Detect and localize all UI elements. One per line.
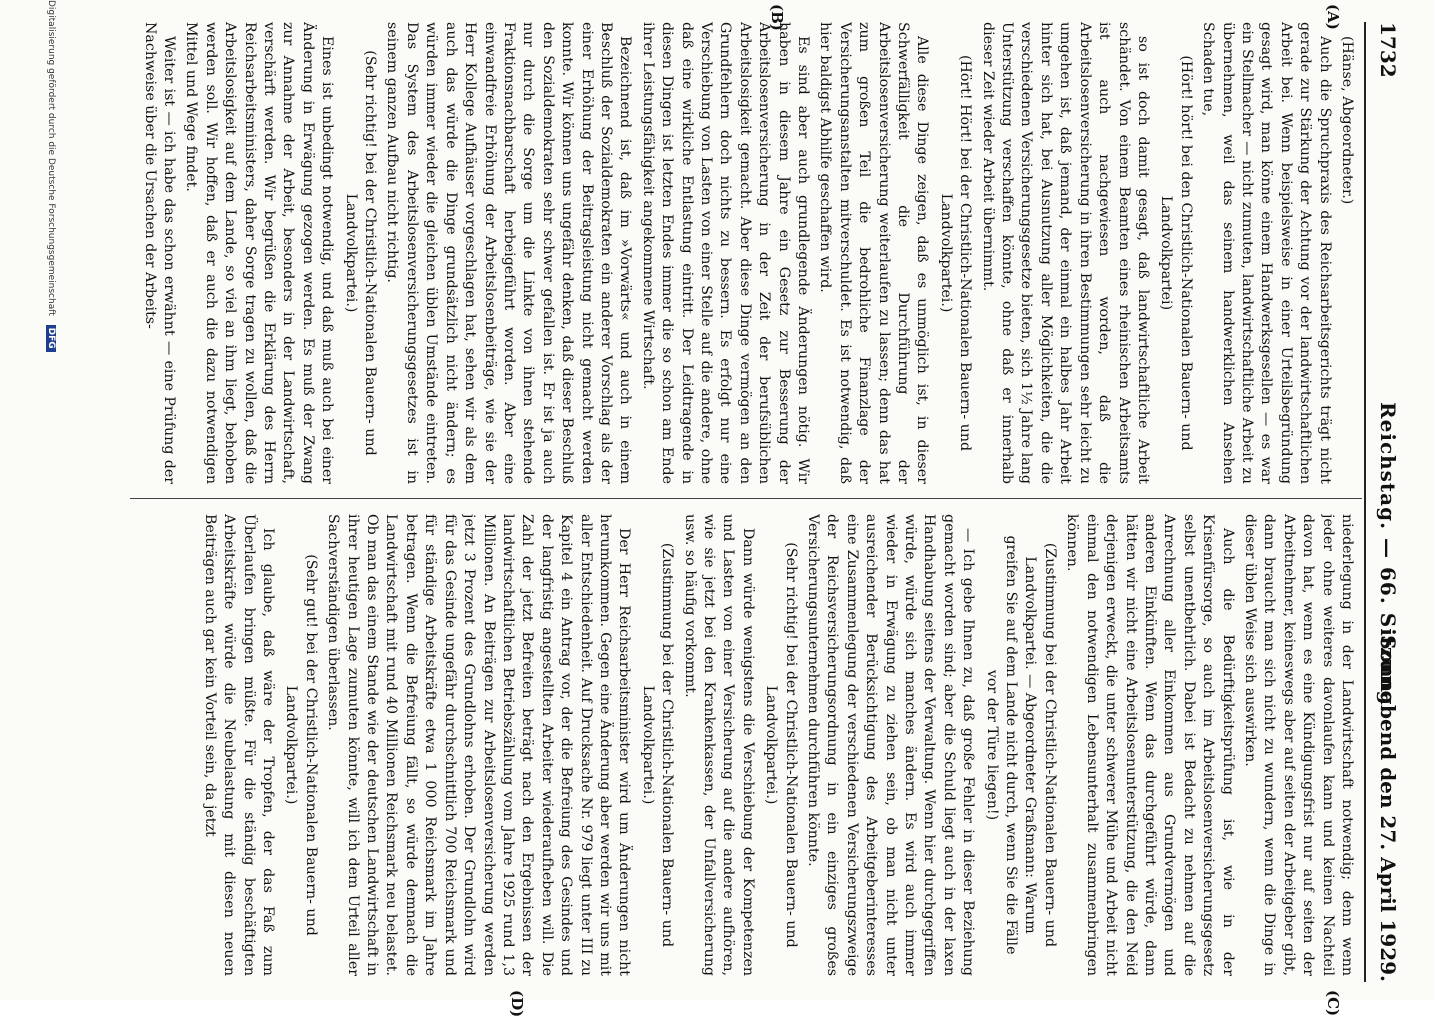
margin-marker-a: (A) (1324, 4, 1342, 30)
margin-marker-c: (C) (1324, 990, 1342, 1017)
paragraph: Der Herr Reichsarbeitsminister wird um Änderungen nicht herumkommen. Gegen eine Änderung aber werden wir uns mit aller Entschiedenheit. Auf Drucksache Nr. 979 liegt unter III zu Kapitel 4 ein Antrag vor, der die Befreiung des Gesindes und der langfristig angestellten Arbeiter wiederaufheben will. Die Zahl der jetzt Befreiten beträgt nach den Ergebnissen der landwirtschaftlichen Betriebszählung vom Jahre 1925 rund 1,3 Millionen. An Beiträgen zur Arbeitslosenversicherung werden jetzt 3 Prozent des Grundlohns erhoben. Der Grundlohn wird für das Gesinde ungefähr durchschnittlich 700 Reichsmark und für ständige Arbeitskräfte etwa 1 000 Reichsmark im Jahre betragen. Wenn die Befreiung fällt, so würde demnach die Landwirtschaft mit rund 40 Millionen Reichsmark neu belastet. Ob man das einem Stande wie der deutschen Landwirtschaft in ihrer heutigen Lage zumuten könnte, will ich dem Urteil aller Sachverständigen überlassen. (325, 514, 633, 976)
left-column (130, 22, 1356, 484)
footer-text: Digitalisierung gefördert durch die Deutsche Forschungsgemeinschaft (46, 0, 56, 316)
margin-marker-b: (B) (768, 4, 786, 31)
paragraph: Bezeichnend ist, daß im »Vorwärts« und auch in einem Beschluß der Sozialdemokraten ein anderer Vorschlag als der einer Erhöhung der Beitragsleistung nicht gemacht werden konnte. Wir können uns ungefähr denken, daß dieser Beschluß den Sozialdemokraten sehr schwer gefallen ist. Er ist ja auch nur durch die Sorge um die Linkte von ihnen stehende Fraktionsnachbarschaft herbeigeführt worden. Aber eine einwandfreie Erhöhung der Arbeitslosenbeiträge, wie sie der Herr Kollege Aufhäuser vorgeschlagen hat, sehen wir als dem auch das würde die Dinge grundsätzlich nicht ändern; es würden immer wieder die gleichen üblen Umstände eintreten. Das System des Arbeitslosenversicherungsgesetzes ist in seinem ganzen Aufbau nicht richtig. (384, 22, 634, 484)
paragraph: — Ich gebe Ihnen zu, daß große Fehler in dieser Beziehung gemacht worden sind; aber die Schuld liegt auch in der laxen Handhabung seitens der Verwaltung. Wenn hier durchgegriffen würde, würde sich manches ändern. Es wird auch immer wieder in Erwägung zu ziehen sein, ob man nicht unter ausreichender Berücksichtigung des Arbeitgeberinteresses eine Zusammenlegung der verschiedenen Versicherungszweige der Reichsversicherungsordnung in ein einziges großes Versicherungsunternehmen durchführen könnte. (805, 514, 977, 976)
margin-marker-d: (D) (508, 990, 526, 1017)
column-divider (130, 498, 1362, 499)
paragraph: so ist doch damit gesagt, daß landwirtschaftliche Arbeit schändet. Von einem Beamten eines rheinischen Arbeitsamts ist auch nachgewiesen worden, daß die Arbeitslosenversicherung in ihren Bestimmungen sehr leicht zu umgehen ist, daß jemand, der einmal ein halbes Jahr Arbeit hinter sich hat, bei Ausnutzung aller Möglichkeiten, die die verschiedenen Versicherungsgesetze bieten, sich 1½ Jahre lang Unterstützung verschaffen könnte, ohne daß er innerhalb dieser Zeit wieder Arbeit übernimmt. (979, 22, 1151, 484)
page-header (1366, 22, 1406, 982)
session-date: Sonnabend den 27. April 1929. (1376, 635, 1400, 982)
paragraph: Eines ist unbedingt notwendig, und daß muß auch bei einer Änderung in Erwägung gezogen werden. Es muß der Zwang zur Annahme der Arbeit, besonders in der Landwirtschaft, verschärft werden. Wir begrüßen die Erklärung des Herrn Reichsarbeitsministers, daher Sorge tragen zu wollen, daß die Arbeitslosigkeit auf dem Lande, so viel an ihm liegt, behoben werden soll. Wir hoffen, daß er auch die dazu notwendigen Mittel und Wege findet. (183, 22, 336, 484)
digitization-footer (46, 0, 56, 1000)
paragraph: Weiter ist — ich habe das schon erwähnt — eine Prüfung der Nachweise über die Ursachen der Arbeits- (141, 22, 178, 484)
paragraph: Es sind aber auch grundlegende Änderungen nötig. Wir haben in diesem Jahre ein Gesetz zur Besserung der Arbeitslosenversicherung in der Zeit der berufsüblichen Arbeitslosigkeit gemacht. Aber diese Dinge vermögen an den Grundfehlern doch nichts zu bessern. Es erfolgt nur eine Verschiebung von Lasten von einer Stelle auf die andere, ohne daß eine wirkliche Entlastung eintritt. Der Leidtragende in diesen Dingen ist letzten Endes immer die so schon am Ende ihrer Leistungsfähigkeit angekommene Wirtschaft. (639, 22, 812, 484)
paragraph: Dann würde wenigstens die Verschiebung der Kompetenzen und Lasten von einer Versicherung auf die andere aufhören, wie sie jetzt bei den Krankenkassen, der Unfallversicherung usw. so häufig vorkommt. (681, 514, 756, 976)
page-number: 1732 (1376, 22, 1400, 78)
page-title: Reichstag. — 66. Sitzung. (1376, 402, 1400, 714)
interjection: (Sehr gut! bei der Christlich-Nationalen Bauern- und Landvolkpartei.) (283, 554, 319, 936)
interjection: (Sehr richtig! bei der Christlich-Nationalen Bauern- und Landvolkpartei.) (763, 542, 799, 948)
paragraph: Alle diese Dinge zeigen, daß es unmöglich ist, in dieser Schwerfälligkeit die Durchführung der Arbeitslosenversicherung weiterlaufen zu lassen; denn das hat zum großen Teil die bedrohliche Finanzlage der Versicherungsanstalten mitverschuldet. Es ist notwendig, daß hier baldigst Abhilfe geschaffen wird. (817, 22, 931, 484)
interjection: (Zustimmung bei der Christlich-Nationalen Bauern- und Landvolkpartei. — Abgeordneter Graßmann: Warum greifen Sie auf dem Lande nicht durch, wenn Sie die Fälle vor der Türe liegen!) (983, 535, 1058, 955)
dfg-logo: DFG (46, 325, 56, 352)
paragraph: (Hänse, Abgeordneter.) (1339, 36, 1355, 205)
paragraph: Auch die Bedürftigkeitsprüfung ist, wie in der Krisenfürsorge, so auch im Arbeitslosenversicherungsgesetz selbst unentbehrlich. Dabei ist Bedacht zu nehmen auf die Anrechnung aller Einkommen aus Grundvermögen und anderen Einkünften. Wenn das durchgeführt würde, dann hätten wir nicht eine Arbeitslosenunterstützung, die den Neid derjenigen erweckt, die unter schwerer Mühe und Arbeit nicht einmal den notwendigen Lebensunterhalt zusammenbringen können. (1064, 514, 1236, 976)
right-column (130, 514, 1356, 976)
interjection: (Hört! Hört! bei der Christlich-Nationalen Bauern- und Landvolkpartei.) (937, 54, 974, 452)
interjection: (Zustimmung bei der Christlich-Nationalen Bauern- und Landvolkpartei.) (639, 542, 676, 948)
interjection: (Hört! hört! bei den Christlich-Nationalen Bauern- und Landvolkpartei) (1158, 55, 1194, 451)
paragraph: Auch die Spruchpraxis des Reichsarbeitsgerichts trägt nicht gerade zur Stärkung der Achtung vor der landwirtschaftlichen Arbeit bei. Wenn beispielsweise in einer Urteilsbegründung gesagt wird, man könne einem Handwerksgesellen — es war ein Stellmacher — nicht zumuten, landwirtschaftliche Arbeit zu übernehmen, weil das seinem handwerklichen Ansehen Schaden tue, (1200, 22, 1333, 484)
interjection: (Sehr richtig! bei der Christlich-Nationalen Bauern- und Landvolkpartei.) (342, 50, 379, 456)
header-rule (1364, 22, 1366, 982)
paragraph: Ich glaube, daß wäre der Tropfen, der das Faß zum Überlaufen bringen müßte. Für die ständig beschäftigten Arbeitskräfte würde die Neubelastung mit diesen neuen Beiträgen auch gar kein Vorteil sein, da jetzt (201, 514, 277, 976)
paragraph: niederlegung in der Landwirtschaft notwendig; denn wenn jeder ohne weiteres davonlaufen kann und keinen Nachteil davon hat, wenn es eine Kündigungsfrist nur auf seiten der Arbeitnehmer, keineswegs aber auf seiten der Arbeitgeber gibt, dann braucht man sich nicht zu wundern, wenn die Dinge in dieser üblen Weise sich auswirken. (1241, 514, 1355, 976)
page-sheet (126, 4, 1406, 1017)
